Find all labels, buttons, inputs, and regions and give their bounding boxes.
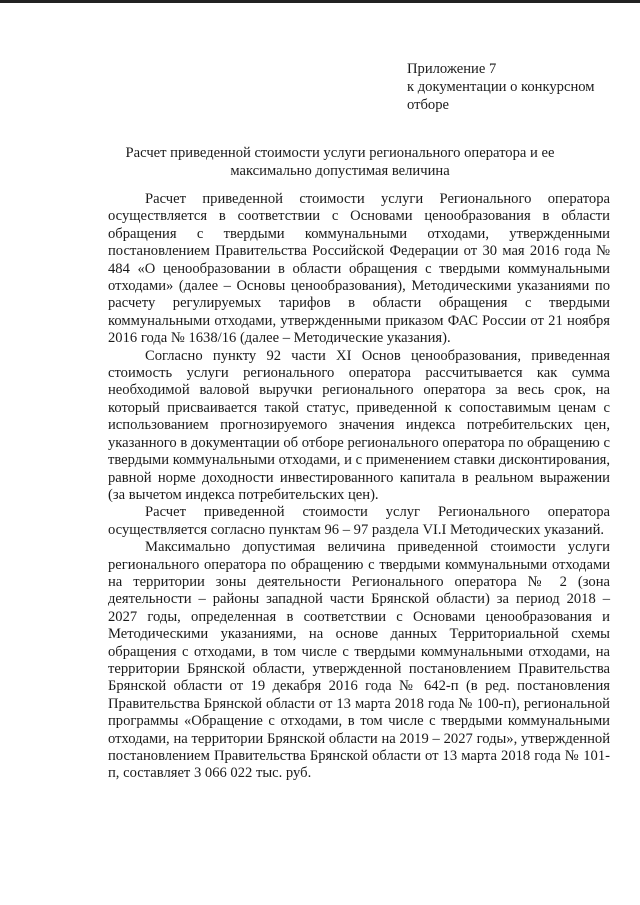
appendix-reference-line1: к документации о конкурсном	[407, 79, 595, 95]
paragraph-2: Согласно пункту 92 части XI Основ ценообразования, приведенная стоимость услуги регионального оператора рассчитывается как сумма необходимой валовой выручки регионального оператора за весь срок, на который присваивается такой статус, приведенной к сопоставимым ценам с использованием прогнозируемого значения индекса потребительских цен, указанного в документации об отборе регионального оператора по обращению с твердыми коммунальными отходами, и с применением ставки дисконтирования, равной норме доходности инвестированного капитала в реальном выражении (за вычетом индекса потребительских цен).	[108, 347, 610, 503]
top-edge-line	[0, 0, 640, 3]
appendix-reference-line2: отборе	[407, 97, 449, 113]
document-body	[108, 191, 610, 783]
paragraph-3: Расчет приведенной стоимости услуг Регионального оператора осуществляется согласно пунктам 96 – 97 раздела VI.I Методических указаний.	[108, 504, 610, 538]
document-heading: Расчет приведенной стоимости услуги регионального оператора и ее максимально допустимая величина	[125, 145, 555, 179]
paragraph-4: Максимально допустимая величина приведенной стоимости услуги регионального оператора по обращению с твердыми коммунальными отходами на территории зоны деятельности Регионального оператора № 2 (зона деятельности – районы западной части Брянской области) за период 2018 – 2027 годы, определенная в соответствии с Основами ценообразования и Методическими указаниями, на основе данных Территориальной схемы обращения с отходами, в том числе с твердыми коммунальными отходами, на территории Брянской области, утвержденной постановлением Правительства Брянской области от 19 декабря 2016 года № 642-п (в ред. постановления Правительства Брянской области от 13 марта 2018 года № 100-п), региональной программы «Обращение с отходами, в том числе с твердыми коммунальными отходами, на территории Брянской области на 2019 – 2027 годы», утвержденной постановлением Правительства Брянской области от 13 марта 2018 года № 101-п, составляет 3 066 022 тыс. руб.	[108, 539, 610, 782]
appendix-label	[407, 60, 622, 114]
paragraph-1: Расчет приведенной стоимости услуги Регионального оператора осуществляется в соответствии с Основами ценообразования в области обращения с твердыми коммунальными отходами, утвержденными постановлением Правительства Российской Федерации от 30 мая 2016 года № 484 «О ценообразовании в области обращения с твердыми коммунальными отходами» (далее – Основы ценообразования), Методическими указаниями по расчету регулируемых тарифов в области обращения с твердыми коммунальными отходами, утвержденными приказом ФАС России от 21 ноября 2016 года № 1638/16 (далее – Методические указания).	[108, 191, 610, 347]
appendix-number: Приложение 7	[407, 61, 497, 77]
